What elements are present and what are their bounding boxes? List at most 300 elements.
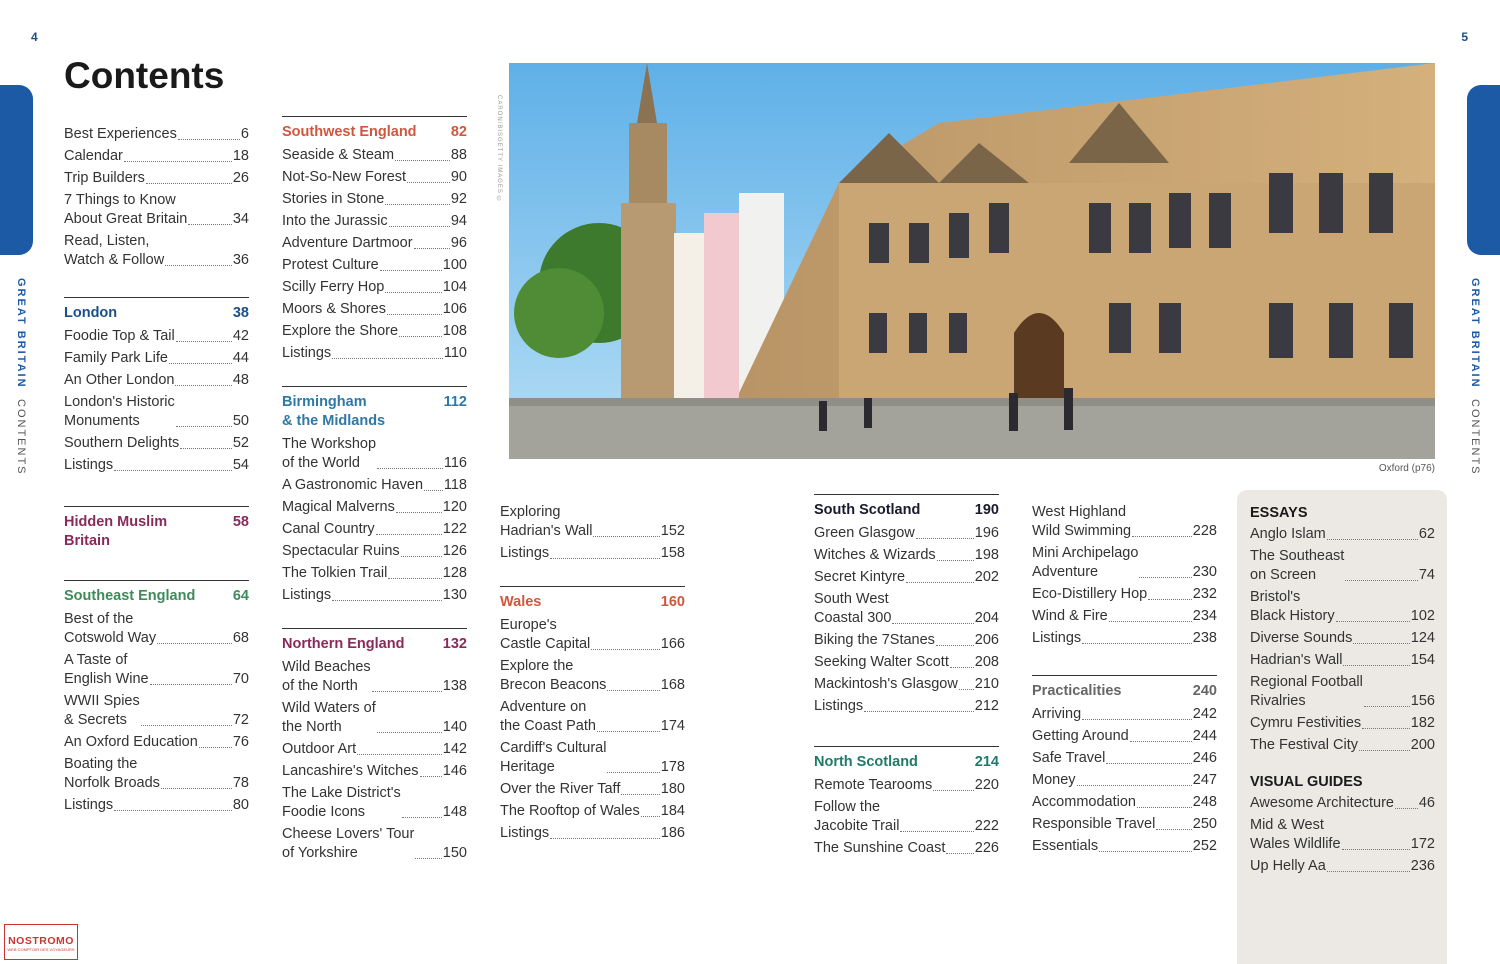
dot-leader: [161, 788, 232, 789]
section-page: 64: [232, 588, 249, 604]
dot-leader: [1362, 728, 1410, 729]
toc-entry-page: 92: [450, 191, 467, 207]
toc-entry-label: Europe's Castle Capital: [500, 617, 591, 652]
toc-entry: [282, 699, 467, 737]
toc-hidden-muslim-britain: [64, 506, 249, 555]
toc-entry-label: Mackintosh's Glasgow: [814, 676, 958, 692]
toc-entry-label: Into the Jurassic: [282, 213, 388, 229]
dot-leader: [1343, 665, 1409, 666]
toc-entry: [814, 798, 999, 836]
section-title: Northern England: [282, 636, 405, 652]
toc-entry-page: 50: [232, 413, 249, 429]
toc-entry-label: The Sunshine Coast: [814, 840, 946, 856]
toc-entry: [814, 697, 999, 716]
dot-leader: [385, 204, 449, 205]
toc-entry-page: 184: [660, 803, 685, 819]
toc-entry: [282, 168, 467, 187]
toc-entry-page: 90: [450, 169, 467, 185]
dot-leader: [395, 160, 450, 161]
dot-leader: [593, 536, 659, 537]
section-rule: [64, 297, 249, 298]
toc-entry-label: Scilly Ferry Hop: [282, 279, 385, 295]
toc-birmingham-midlands: [282, 386, 467, 608]
toc-entry: [1250, 816, 1435, 854]
toc-entry: [282, 825, 467, 863]
toc-entry-label: Listings: [500, 825, 550, 841]
dot-leader: [900, 831, 973, 832]
section-title: Practicalities: [1032, 683, 1122, 699]
dot-leader: [1109, 621, 1192, 622]
toc-entry-page: 68: [232, 630, 249, 646]
toc-entry-label: Over the River Taff: [500, 781, 621, 797]
dot-leader: [1345, 580, 1418, 581]
toc-entry-page: 18: [232, 148, 249, 164]
toc-entry: [1250, 525, 1435, 544]
toc-entry: [64, 796, 249, 815]
toc-entry-label: Up Helly Aa: [1250, 858, 1326, 874]
dot-leader: [401, 556, 442, 557]
toc-entry-page: 44: [232, 350, 249, 366]
section-title: Birmingham & the Midlands: [282, 394, 386, 429]
toc-entry-label: Adventure on the Coast Path: [500, 699, 596, 734]
toc-entry: [64, 191, 249, 229]
section-rule: [64, 506, 249, 507]
page-number-left: 4: [31, 30, 38, 44]
dot-leader: [157, 643, 232, 644]
toc-entry-label: Wind & Fire: [1032, 608, 1108, 624]
toc-entry-page: 126: [442, 543, 467, 559]
toc-entry-label: Biking the 7Stanes: [814, 632, 935, 648]
toc-entry: [64, 147, 249, 166]
dot-leader: [1327, 871, 1410, 872]
section-heading: [282, 393, 467, 431]
toc-entry: [282, 190, 467, 209]
toc-entry-label: Bristol's Black History: [1250, 589, 1335, 624]
toc-entry-page: 222: [974, 818, 999, 834]
toc-entry-label: Seaside & Steam: [282, 147, 395, 163]
toc-entry-label: Responsible Travel: [1032, 816, 1156, 832]
dot-leader: [1359, 750, 1410, 751]
toc-entry: [282, 542, 467, 561]
section-title: Southeast England: [64, 588, 196, 604]
toc-entry-page: 166: [660, 636, 685, 652]
toc-entry-page: 72: [232, 712, 249, 728]
toc-entry-page: 226: [974, 840, 999, 856]
dot-leader: [1336, 621, 1410, 622]
toc-entry-page: 242: [1192, 706, 1217, 722]
toc-entry-label: Boating the Norfolk Broads: [64, 756, 160, 791]
toc-entry: [1032, 771, 1217, 790]
toc-entry-label: 7 Things to Know About Great Britain: [64, 192, 188, 227]
toc-entry-page: 202: [974, 569, 999, 585]
toc-entry-label: Regional Football Rivalries: [1250, 674, 1363, 709]
toc-entry-page: 54: [232, 457, 249, 473]
section-rule: [500, 586, 685, 587]
dot-leader: [387, 314, 442, 315]
toc-southeast-england: [64, 580, 249, 818]
toc-entry-page: 212: [974, 698, 999, 714]
dot-leader: [141, 725, 232, 726]
toc-entry-page: 238: [1192, 630, 1217, 646]
toc-entry-label: Outdoor Art: [282, 741, 357, 757]
toc-entry-page: 146: [442, 763, 467, 779]
toc-entry-page: 248: [1192, 794, 1217, 810]
dot-leader: [591, 649, 660, 650]
toc-entry-page: 196: [974, 525, 999, 541]
section-heading: [64, 304, 249, 323]
toc-entry-label: Awesome Architecture: [1250, 795, 1394, 811]
toc-entry: [1032, 607, 1217, 626]
toc-entry-page: 140: [442, 719, 467, 735]
toc-entry-label: Protest Culture: [282, 257, 379, 273]
toc-entry-label: Stories in Stone: [282, 191, 385, 207]
toc-entry-page: 172: [1410, 836, 1435, 852]
toc-entry-label: Anglo Islam: [1250, 526, 1326, 542]
toc-entry-page: 94: [450, 213, 467, 229]
toc-entry-label: Mini Archipelago Adventure: [1032, 545, 1139, 580]
dot-leader: [1364, 706, 1410, 707]
toc-entry: [500, 698, 685, 736]
toc-entry-label: A Gastronomic Haven: [282, 477, 424, 493]
toc-entry-page: 250: [1192, 816, 1217, 832]
toc-entry-label: Money: [1032, 772, 1076, 788]
toc-entry-label: Green Glasgow: [814, 525, 915, 541]
toc-entry-page: 236: [1410, 858, 1435, 874]
toc-entry-page: 104: [442, 279, 467, 295]
toc-northern-england-continued: [500, 503, 685, 566]
dot-leader: [114, 470, 232, 471]
toc-entry-label: Hadrian's Wall: [1250, 652, 1343, 668]
toc-entry-page: 234: [1192, 608, 1217, 624]
toc-entry: [500, 616, 685, 654]
toc-entry: [282, 344, 467, 363]
dot-leader: [1395, 808, 1418, 809]
toc-entry-page: 130: [442, 587, 467, 603]
toc-entry: [814, 546, 999, 565]
dot-leader: [420, 776, 442, 777]
section-heading: [1032, 682, 1217, 701]
section-page: 82: [450, 124, 467, 140]
section-heading: [64, 587, 249, 606]
toc-entry: [500, 780, 685, 799]
toc-entry-page: 48: [232, 372, 249, 388]
section-title: South Scotland: [814, 502, 921, 518]
toc-northern-england: [282, 628, 467, 866]
toc-london: [64, 297, 249, 478]
toc-entry-page: 80: [232, 797, 249, 813]
toc-entry-page: 96: [450, 235, 467, 251]
dot-leader: [550, 558, 660, 559]
toc-entry: [814, 590, 999, 628]
toc-entry-label: Cardiff's Cultural Heritage: [500, 740, 607, 775]
section-heading: [282, 123, 467, 142]
toc-entry-label: A Taste of English Wine: [64, 652, 149, 687]
toc-entry: [1032, 585, 1217, 604]
dot-leader: [959, 689, 974, 690]
toc-entry-page: 152: [660, 523, 685, 539]
dot-leader: [415, 858, 442, 859]
left-edge-tab: [0, 85, 33, 255]
toc-entry: [282, 146, 467, 165]
toc-entry: [1032, 837, 1217, 856]
toc-entry: [814, 568, 999, 587]
toc-entry-label: Listings: [1032, 630, 1082, 646]
toc-entry-page: 42: [232, 328, 249, 344]
toc-entry-page: 116: [443, 455, 467, 471]
toc-entry-page: 246: [1192, 750, 1217, 766]
toc-entry-label: Magical Malverns: [282, 499, 395, 515]
dot-leader: [424, 490, 443, 491]
toc-entry-page: 168: [660, 677, 685, 693]
toc-entry-page: 124: [1410, 630, 1435, 646]
dot-leader: [864, 711, 974, 712]
toc-entry-page: 206: [974, 632, 999, 648]
section-title: London: [64, 305, 118, 321]
toc-entry: [282, 498, 467, 517]
toc-entry: [64, 434, 249, 453]
toc-entry-label: Essentials: [1032, 838, 1099, 854]
page-number-right: 5: [1461, 30, 1468, 44]
toc-southwest-england: [282, 116, 467, 366]
toc-entry-label: WWII Spies & Secrets: [64, 693, 140, 728]
section-rule: [282, 116, 467, 117]
photo-caption: Oxford (p76): [1378, 463, 1435, 474]
toc-entry-page: 150: [442, 845, 467, 861]
dot-leader: [389, 226, 450, 227]
toc-entry-label: Cheese Lovers' Tour of Yorkshire: [282, 826, 415, 861]
dot-leader: [402, 817, 442, 818]
photo-credit: CARON/BISGETTY IMAGES ©: [496, 95, 502, 204]
toc-entry: [64, 755, 249, 793]
dot-leader: [114, 810, 232, 811]
toc-entry: [64, 125, 249, 144]
dot-leader: [176, 426, 232, 427]
toc-entry-label: Witches & Wizards: [814, 547, 936, 563]
dot-leader: [175, 385, 231, 386]
toc-entry-label: Secret Kintyre: [814, 569, 906, 585]
toc-entry-page: 200: [1410, 737, 1435, 753]
toc-entry-page: 26: [232, 170, 249, 186]
dot-leader: [372, 691, 442, 692]
toc-entry-label: Listings: [282, 587, 332, 603]
toc-entry: [282, 658, 467, 696]
toc-entry: [64, 349, 249, 368]
toc-entry-label: Listings: [64, 797, 114, 813]
dot-leader: [950, 667, 974, 668]
toc-entry: [282, 476, 467, 495]
toc-entry-label: Listings: [814, 698, 864, 714]
toc-entry-label: Best Experiences: [64, 126, 177, 142]
toc-entry-page: 78: [232, 775, 249, 791]
dot-leader: [946, 853, 973, 854]
section-page: 214: [974, 754, 999, 770]
section-rule: [64, 580, 249, 581]
section-rule: [282, 628, 467, 629]
section-heading: [282, 635, 467, 654]
toc-practicalities: [1032, 675, 1217, 859]
toc-entry-page: 158: [660, 545, 685, 561]
nostromo-logo: NOSTROMO WEB COMPTOIR DES VOYAGEURS: [4, 924, 78, 960]
toc-entry-page: 108: [442, 323, 467, 339]
section-heading: [500, 593, 685, 612]
toc-entry-page: 128: [442, 565, 467, 581]
toc-entry-page: 110: [443, 345, 467, 361]
toc-entry-label: Follow the Jacobite Trail: [814, 799, 900, 834]
dot-leader: [1148, 599, 1192, 600]
toc-entry: [64, 232, 249, 270]
dot-leader: [399, 336, 442, 337]
dot-leader: [332, 358, 443, 359]
section-rule: [282, 386, 467, 387]
dot-leader: [150, 684, 232, 685]
toc-entry-page: 36: [232, 252, 249, 268]
toc-entry-label: Seeking Walter Scott: [814, 654, 949, 670]
toc-entry-label: Remote Tearooms: [814, 777, 933, 793]
toc-entry-label: Trip Builders: [64, 170, 145, 186]
toc-entry: [282, 586, 467, 605]
toc-entry: [1032, 544, 1217, 582]
toc-entry-label: Southern Delights: [64, 435, 180, 451]
dot-leader: [1082, 719, 1192, 720]
toc-wales: [500, 586, 685, 846]
section-page: 190: [974, 502, 999, 518]
dot-leader: [178, 139, 240, 140]
toc-entry-label: Eco-Distillery Hop: [1032, 586, 1148, 602]
toc-entry-label: South West Coastal 300: [814, 591, 892, 626]
dot-leader: [1156, 829, 1191, 830]
dot-leader: [332, 600, 442, 601]
dot-leader: [1327, 539, 1418, 540]
toc-entry-label: West Highland Wild Swimming: [1032, 504, 1132, 539]
toc-entry-label: Listings: [64, 457, 114, 473]
dot-leader: [124, 161, 232, 162]
section-title: Southwest England: [282, 124, 417, 140]
toc-north-scotland: [814, 746, 999, 861]
toc-entry-label: Adventure Dartmoor: [282, 235, 413, 251]
toc-entry-page: 174: [660, 718, 685, 734]
toc-entry-page: 178: [660, 759, 685, 775]
toc-entry-label: Explore the Brecon Beacons: [500, 658, 607, 693]
dot-leader: [1137, 807, 1192, 808]
dot-leader: [906, 582, 974, 583]
toc-entry-label: Diverse Sounds: [1250, 630, 1353, 646]
section-rule: [814, 494, 999, 495]
toc-entry-label: Moors & Shores: [282, 301, 386, 317]
toc-entry-page: 62: [1418, 526, 1435, 542]
dot-leader: [385, 292, 441, 293]
dot-leader: [1139, 577, 1191, 578]
toc-entry: [1250, 588, 1435, 626]
toc-entry-page: 204: [974, 610, 999, 626]
dot-leader: [146, 183, 232, 184]
toc-entry-label: Safe Travel: [1032, 750, 1106, 766]
toc-entry-label: Listings: [282, 345, 332, 361]
toc-entry-label: Explore the Shore: [282, 323, 399, 339]
toc-entry: [500, 824, 685, 843]
toc-entry-label: Cymru Festivities: [1250, 715, 1362, 731]
toc-entry-label: Accommodation: [1032, 794, 1136, 810]
toc-entry: [64, 371, 249, 390]
toc-entry: [282, 322, 467, 341]
toc-entry-label: Mid & West Wales Wildlife: [1250, 817, 1341, 852]
toc-entry-label: Read, Listen, Watch & Follow: [64, 233, 165, 268]
toc-entry: [282, 300, 467, 319]
essays-heading: ESSAYS: [1250, 505, 1308, 521]
toc-entry-page: 156: [1410, 693, 1435, 709]
toc-entry-page: 210: [974, 676, 999, 692]
toc-entry-page: 232: [1192, 586, 1217, 602]
toc-entry-label: Calendar: [64, 148, 123, 164]
toc-entry-page: 70: [232, 671, 249, 687]
toc-entry: [282, 784, 467, 822]
visual-guides-list: [1250, 794, 1435, 876]
sidebar-label-right: GREAT BRITAINCONTENTS: [1469, 278, 1481, 476]
section-page: 160: [660, 594, 685, 610]
toc-entry-label: Arriving: [1032, 706, 1082, 722]
toc-entry-label: Not-So-New Forest: [282, 169, 407, 185]
toc-entry-label: Wild Beaches of the North: [282, 659, 371, 694]
dot-leader: [1106, 763, 1191, 764]
dot-leader: [188, 224, 232, 225]
dot-leader: [169, 363, 232, 364]
toc-entry: [64, 610, 249, 648]
toc-entry-page: 244: [1192, 728, 1217, 744]
dot-leader: [597, 731, 660, 732]
dot-leader: [621, 794, 659, 795]
toc-entry: [64, 393, 249, 431]
toc-entry-page: 6: [240, 126, 249, 142]
dot-leader: [1130, 741, 1192, 742]
toc-entry: [500, 544, 685, 563]
toc-entry: [814, 631, 999, 650]
toc-entry: [64, 456, 249, 475]
dot-leader: [641, 816, 660, 817]
toc-entry: [1250, 629, 1435, 648]
toc-entry: [282, 234, 467, 253]
toc-entry: [814, 839, 999, 858]
dot-leader: [357, 754, 442, 755]
toc-entry: [814, 675, 999, 694]
toc-entry: [1032, 705, 1217, 724]
toc-south-scotland: [814, 494, 999, 719]
toc-entry-label: Lancashire's Witches: [282, 763, 419, 779]
toc-entry-page: 118: [443, 477, 467, 493]
section-heading: [814, 753, 999, 772]
toc-entry-page: 138: [442, 678, 467, 694]
toc-entry-label: The Tolkien Trail: [282, 565, 388, 581]
toc-entry: [282, 762, 467, 781]
toc-entry: [814, 524, 999, 543]
toc-entry: [1250, 736, 1435, 755]
toc-entry-page: 148: [442, 804, 467, 820]
toc-north-scotland-continued: [1032, 503, 1217, 651]
dot-leader: [1077, 785, 1192, 786]
section-rule: [1032, 675, 1217, 676]
dot-leader: [937, 560, 974, 561]
toc-entry: [282, 740, 467, 759]
toc-entry: [282, 212, 467, 231]
sidebar-label-left: GREAT BRITAINCONTENTS: [15, 278, 27, 476]
section-title: Hidden Muslim Britain: [64, 514, 168, 549]
toc-entry-label: The Southeast on Screen: [1250, 548, 1345, 583]
toc-entry-label: The Lake District's Foodie Icons: [282, 785, 401, 820]
toc-entry: [282, 435, 467, 473]
toc-entry-label: An Oxford Education: [64, 734, 198, 750]
toc-entry: [64, 327, 249, 346]
dot-leader: [936, 645, 974, 646]
dot-leader: [1353, 643, 1409, 644]
section-page: 38: [232, 305, 249, 321]
